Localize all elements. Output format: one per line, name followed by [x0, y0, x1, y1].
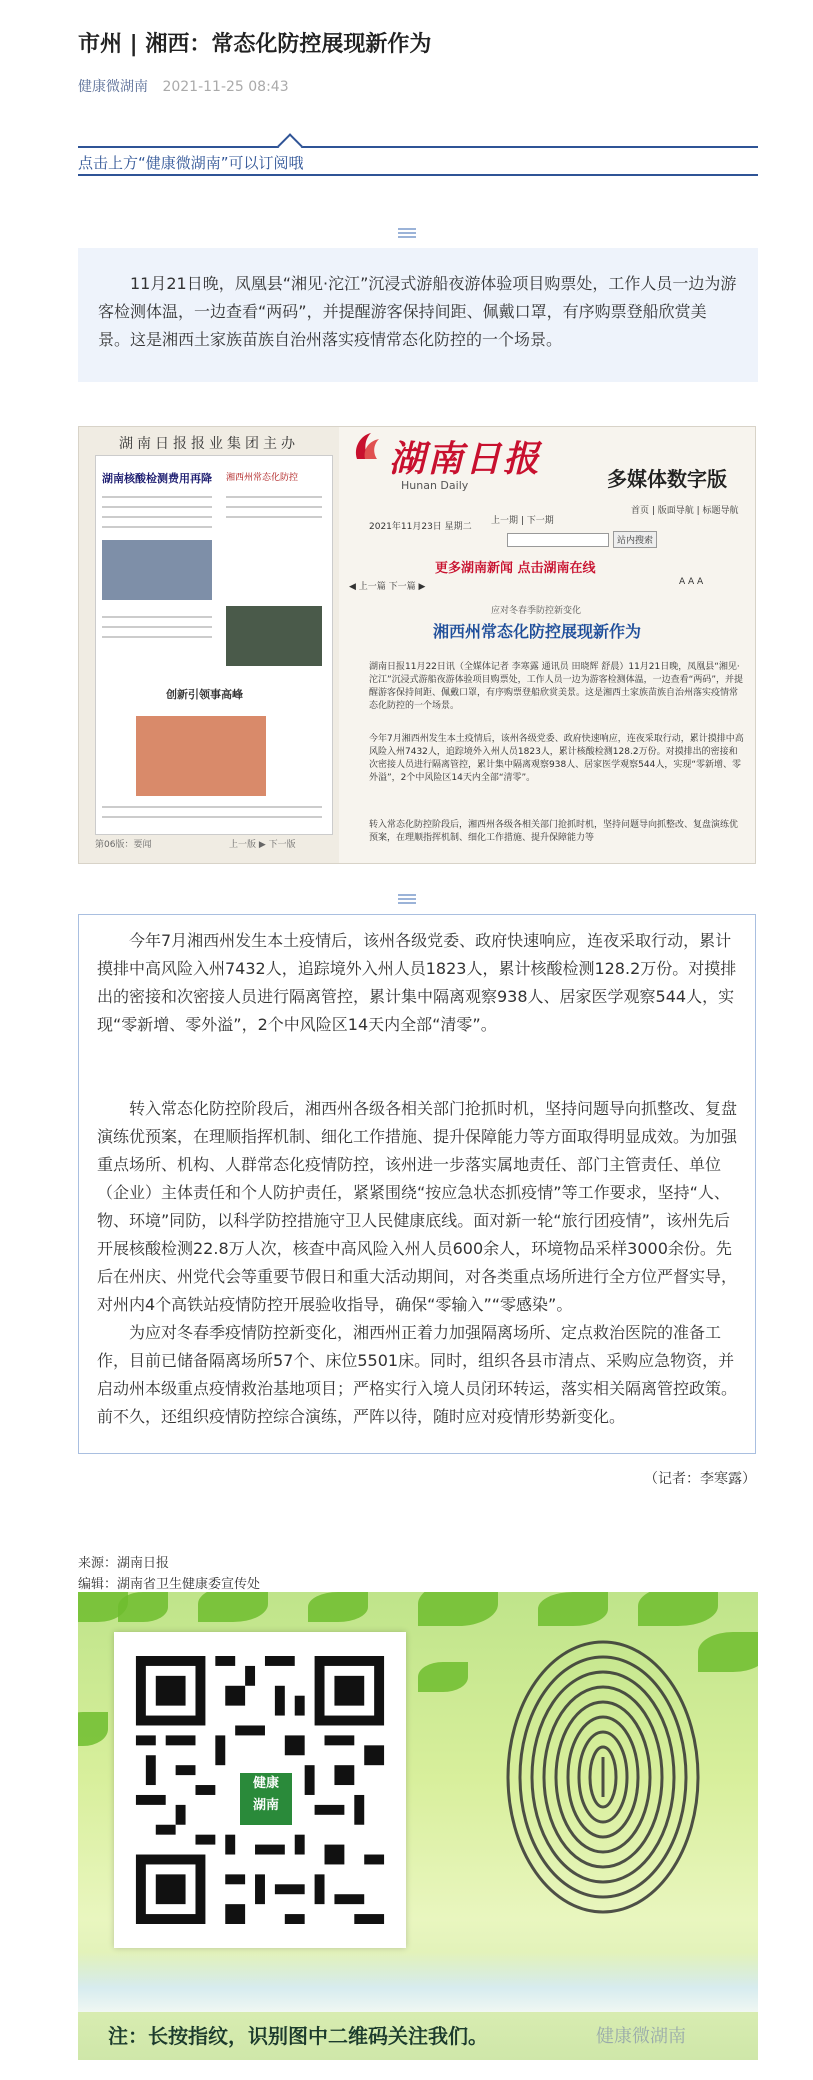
brand-badge [237, 1770, 295, 1828]
intro-box [78, 248, 758, 382]
banner-divider [78, 146, 758, 148]
font-size-controls[interactable]: A A A [679, 577, 704, 587]
body-paragraph: 转入常态化防控阶段后，湘西州各级各相关部门抢抓时机，坚持问题导向抓整改、复盘演练优预案，在理顺指挥机制、细化工作措施、提升保障能力等方面取得明显成效。为加强重点场所、机构、人群常态化疫情防控，该州进一步落实属地责任、部门主管责任、单位（企业）主体责任和个人防护责任，紧紧围绕“按应急状态抓疫情”等工作要求，坚持“人、物、环境”同防，以科学防控措施守卫人民健康底线。面对新一轮“旅行团疫情”，该州先后开展核酸检测22.8万人次，核查中高风险入州人员600余人，环境物品采样3000余份。先后在州庆、州党代会等重要节假日和重大活动期间，对各类重点场所进行全方位严督实导，对州内4个高铁站疫情防控开展验收指导，确保“零输入”“零感染”。 [97, 1099, 738, 1314]
fingerprint-icon[interactable] [498, 1632, 708, 1922]
badge-text: 健康 [252, 1776, 279, 1791]
media-edition-label: 多媒体数字版 [607, 467, 727, 491]
body-paragraph: 为应对冬春季疫情防控新变化，湘西州正着力加强隔离场所、定点救治医院的准备工作，目前已储备隔离场所57个、床位5501床。同时，组织各县市清点、采购应急物资，并启动州本级重点疫情救治基地项目；严格实行入境人员闭环转运，落实相关隔离管控政策。前不久，还组织疫情防控综合演练，严阵以待，随时应对疫情形势新变化。 [97, 1323, 738, 1426]
source-credit: 来源：湖南日报 [78, 1556, 170, 1571]
qr-instruction: 注：长按指纹，识别图中二维码关注我们。 [108, 2024, 488, 2048]
watermark: 健康微湖南 [596, 2026, 686, 2047]
divider-ornament [398, 226, 416, 240]
account-link[interactable]: 健康微湖南 [78, 79, 148, 95]
article-title: 市州 | 湘西：常态化防控展现新作为 [78, 32, 432, 57]
article-headline: 湘西州常态化防控展现新作为 [433, 622, 642, 641]
hunan-daily-logo-icon [349, 429, 385, 465]
subscribe-text: 点击上方“健康微湖南”可以订阅哦 [78, 154, 304, 172]
site-search-input[interactable] [507, 533, 609, 547]
page-number: 第06版：要闻 [95, 840, 152, 850]
promo-link[interactable]: 更多湖南新闻 点击湖南在线 [435, 561, 596, 576]
qr-promo-image [78, 1592, 758, 2060]
badge-text: 湖南 [252, 1798, 279, 1813]
site-search-button[interactable]: 站内搜索 [613, 531, 657, 548]
newspaper-brand-en: Hunan Daily [401, 479, 469, 492]
page-photo [102, 540, 212, 600]
page-nav[interactable]: 上一版 ▶ 下一版 [229, 840, 296, 850]
page-photo [136, 716, 266, 796]
publish-time: 2021-11-25 08:43 [162, 79, 289, 95]
page-headline: 湖南核酸检测费用再降 [102, 472, 212, 485]
reporter-credit: （记者：李寒露） [644, 1471, 756, 1487]
newspaper-page-thumbnail[interactable] [95, 455, 333, 835]
newspaper-left-header: 湖南日报报业集团主办 [119, 436, 299, 452]
page-headline: 创新引领事高峰 [166, 688, 243, 701]
qr-code-card[interactable] [114, 1632, 406, 1948]
divider-ornament [398, 892, 416, 906]
article-body: 转入常态化防控阶段后，湘西州各级各相关部门抢抓时机，坚持问题导向抓整改、复盘演练优预案，在理顺指挥机制、细化工作措施、提升保障能力等 [369, 820, 739, 843]
article-meta [78, 76, 758, 96]
article-body: 今年7月湘西州发生本土疫情后，该州各级党委、政府快速响应，连夜采取行动，累计摸排中高风险入州7432人，追踪境外入州人员1823人，累计核酸检测128.2万份。对摸排出的密接和次密接人员进行隔离管控，累计集中隔离观察938人、居家医学观察544人，实现“零新增、零外溢”，2个中风险区14天内全部“清零”。 [369, 734, 744, 783]
water-reflection [78, 1952, 758, 2012]
body-paragraph: 今年7月湘西州发生本土疫情后，该州各级党委、政府快速响应，连夜采取行动，累计摸排中高风险入州7432人，追踪境外入州人员1823人，累计核酸检测128.2万份。对摸排出的密接和次密接人员进行隔离管控，累计集中隔离观察938人、居家医学观察544人，实现“零新增、零外溢”，2个中风险区14天内全部“清零”。 [97, 931, 737, 1034]
newspaper-brand: 湖南日报 [389, 438, 542, 480]
article-nav[interactable]: ◀ 上一篇 下一篇 ▶ [349, 582, 426, 592]
newspaper-image [78, 426, 756, 864]
editor-credit: 编辑：湖南省卫生健康委宣传处 [78, 1577, 261, 1592]
page-photo [226, 606, 322, 666]
subscribe-banner [78, 146, 758, 176]
article-body: 湖南日报11月22日讯（全媒体记者 李寒露 通讯员 田晓辉 舒晨）11月21日晚，凤凰县“湘见·沱江”沉浸式游船夜游体验项目购票处，工作人员一边为游客检测体温，一边查看“两码”，并提醒游客保持间距、佩戴口罩，有序购票登船欣赏美景。这是湘西土家族苗族自治州落实疫情常态化防控的一个场景。 [369, 662, 743, 711]
article-kicker: 应对冬春季防控新变化 [491, 606, 582, 616]
banner-divider [78, 174, 758, 176]
site-links[interactable]: 首页 | 版面导航 | 标题导航 [631, 506, 739, 516]
article-body-box [78, 914, 756, 1454]
issue-nav[interactable]: 上一期 | 下一期 [491, 516, 554, 526]
issue-date: 2021年11月23日 星期二 [369, 522, 472, 532]
page-headline: 湘西州常态化防控 [226, 473, 299, 483]
intro-paragraph: 11月21日晚，凤凰县“湘见·沱江”沉浸式游船夜游体验项目购票处，工作人员一边为游客检测体温，一边查看“两码”，并提醒游客保持间距、佩戴口罩，有序购票登船欣赏美景。这是湘西土家族苗族自治州落实疫情常态化防控的一个场景。 [98, 274, 737, 349]
